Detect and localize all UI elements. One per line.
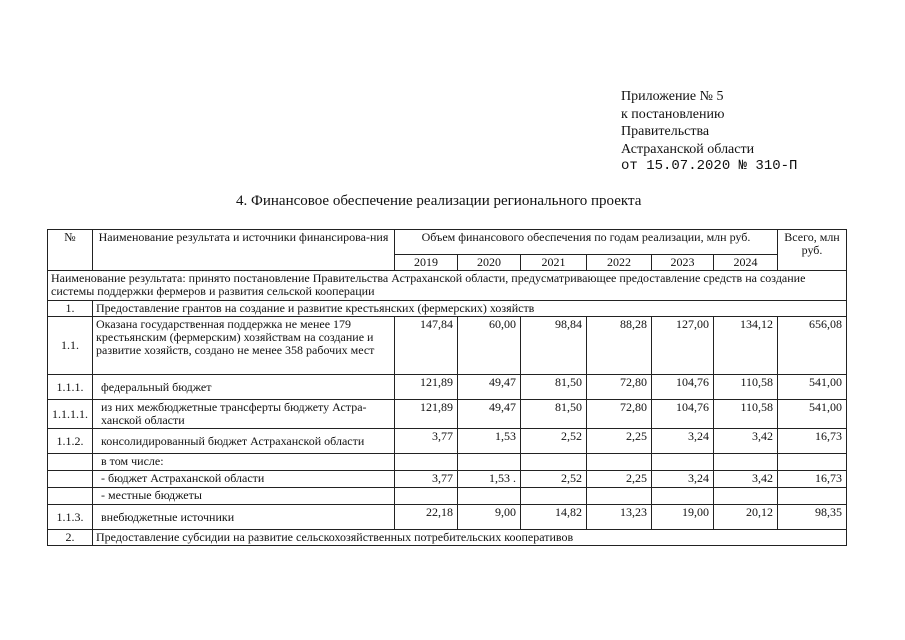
table-row: [48, 375, 847, 400]
section-2-name: Предоставление субсидии на развитие сельскохозяйственных потребительских кооперативов: [93, 530, 847, 546]
row-no: [48, 454, 93, 471]
row-value: 147,84: [395, 317, 458, 375]
annex-line-1: Приложение № 5: [621, 89, 724, 104]
row-value: [458, 454, 521, 471]
row-value: 22,18: [395, 505, 458, 530]
row-value: 3,24: [652, 471, 714, 488]
row-value: 110,58: [714, 400, 778, 429]
row-value: [652, 488, 714, 505]
row-name: внебюджетные источники: [93, 505, 395, 530]
table-row: [48, 400, 847, 429]
table-row: [48, 454, 847, 471]
row-total: [778, 488, 847, 505]
row-value: 104,76: [652, 400, 714, 429]
header-year: 2023: [652, 255, 714, 271]
table-row: [48, 317, 847, 375]
row-no: [48, 488, 93, 505]
row-total: 656,08: [778, 317, 847, 375]
row-value: 3,77: [395, 471, 458, 488]
result-description: Наименование результата: принято постановление Правительства Астраханской области, предусматривающее предоставление средств на создание системы поддержки фермеров и развития сельской кооперации: [48, 271, 847, 301]
row-value: 60,00: [458, 317, 521, 375]
row-value: 88,28: [587, 317, 652, 375]
section-1-no: 1.: [48, 301, 93, 317]
header-no: №: [48, 230, 93, 271]
row-value: 20,12: [714, 505, 778, 530]
table-row: [48, 471, 847, 488]
section-1-name: Предоставление грантов на создание и развитие крестьянских (фермерских) хозяйств: [93, 301, 847, 317]
row-no: 1.1.: [48, 317, 93, 375]
row-value: 3,42: [714, 471, 778, 488]
annex-line-2: к постановлению: [621, 106, 725, 122]
row-total: 16,73: [778, 471, 847, 488]
row-total: [778, 454, 847, 471]
row-value: 14,82: [521, 505, 587, 530]
annex-line-5: от 15.07.2020 № 310-П: [621, 158, 798, 174]
section-2-no: 2.: [48, 530, 93, 546]
row-value: 2,52: [521, 471, 587, 488]
header-year: 2022: [587, 255, 652, 271]
row-name: федеральный бюджет: [93, 375, 395, 400]
row-value: 19,00: [652, 505, 714, 530]
row-value: 13,23: [587, 505, 652, 530]
table-row: [48, 488, 847, 505]
row-value: 2,52: [521, 429, 587, 454]
row-value: 72,80: [587, 375, 652, 400]
header-volume: Объем финансового обеспечения по годам реализации, млн руб.: [395, 230, 778, 255]
row-value: 121,89: [395, 400, 458, 429]
row-value: [521, 488, 587, 505]
header-year: 2024: [714, 255, 778, 271]
row-name: - бюджет Астраханской области: [93, 471, 395, 488]
row-value: [458, 488, 521, 505]
row-value: 49,47: [458, 375, 521, 400]
row-name: консолидированный бюджет Астраханской области: [93, 429, 395, 454]
row-value: [652, 454, 714, 471]
row-total: 16,73: [778, 429, 847, 454]
row-total: 541,00: [778, 375, 847, 400]
row-value: 2,25: [587, 471, 652, 488]
row-value: [714, 454, 778, 471]
row-no: 1.1.1.1.: [48, 400, 93, 429]
row-no: 1.1.2.: [48, 429, 93, 454]
section-title: 4. Финансовое обеспечение реализации регионального проекта: [236, 193, 642, 209]
row-name: Оказана государственная поддержка не менее 179 крестьянским (фермерским) хозяйствам на создание и развитие хозяйств, создано не менее 358 рабочих мест: [93, 317, 395, 375]
row-no: [48, 471, 93, 488]
table-row: [48, 505, 847, 530]
row-value: 121,89: [395, 375, 458, 400]
row-value: 3,42: [714, 429, 778, 454]
row-value: 98,84: [521, 317, 587, 375]
header-total: Всего, млн руб.: [778, 230, 847, 271]
row-total: 98,35: [778, 505, 847, 530]
row-value: [521, 454, 587, 471]
row-name: - местные бюджеты: [93, 488, 395, 505]
row-value: [714, 488, 778, 505]
row-value: 49,47: [458, 400, 521, 429]
row-name: из них межбюджетные трансферты бюджету Астра-ханской области: [93, 400, 395, 429]
annex-line-3: Правительства: [621, 124, 710, 139]
header-year: 2021: [521, 255, 587, 271]
row-value: 134,12: [714, 317, 778, 375]
header-year: 2020: [458, 255, 521, 271]
header-year: 2019: [395, 255, 458, 271]
row-value: 81,50: [521, 375, 587, 400]
row-value: 104,76: [652, 375, 714, 400]
row-value: 1,53 .: [458, 471, 521, 488]
row-no: 1.1.3.: [48, 505, 93, 530]
table-row: [48, 429, 847, 454]
row-value: [395, 488, 458, 505]
row-name: в том числе:: [93, 454, 395, 471]
row-value: 1,53: [458, 429, 521, 454]
row-value: 127,00: [652, 317, 714, 375]
row-value: [587, 454, 652, 471]
row-no: 1.1.1.: [48, 375, 93, 400]
row-value: 72,80: [587, 400, 652, 429]
row-value: [587, 488, 652, 505]
row-value: 81,50: [521, 400, 587, 429]
row-value: [395, 454, 458, 471]
annex-line-4: Астраханской области: [621, 141, 755, 157]
row-value: 3,24: [652, 429, 714, 454]
annex-block: [621, 88, 797, 176]
financing-table: [47, 229, 847, 546]
row-value: 9,00: [458, 505, 521, 530]
header-name: Наименование результата и источники финансирова-ния: [93, 230, 395, 271]
row-value: 110,58: [714, 375, 778, 400]
row-value: 3,77: [395, 429, 458, 454]
row-total: 541,00: [778, 400, 847, 429]
row-value: 2,25: [587, 429, 652, 454]
